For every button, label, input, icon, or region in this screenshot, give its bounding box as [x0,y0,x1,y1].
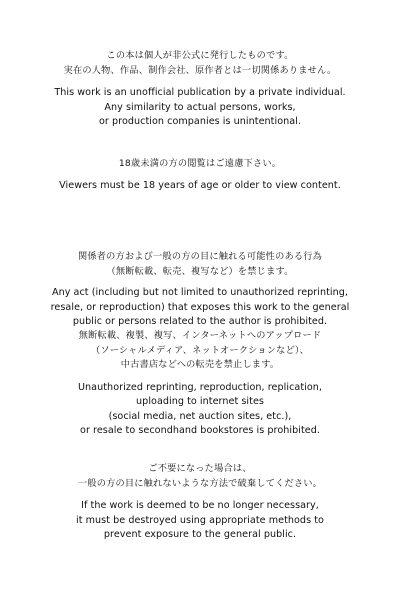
notice-en-line: (social media, net auction sites, etc.), [108,410,292,422]
notice-jp-line: （無断転載、転売、複写など）を禁じます。 [106,265,294,277]
spacer [0,172,400,179]
notice-jp-line: 実在の人物、作品、制作会社、原作者とは一切関係ありません。 [63,64,337,76]
notice-en-line: Any act (including but not limited to unauthorized reprinting, [51,287,349,298]
exposure-prohibition-notice [0,250,400,330]
notice-en-line: resale, or reproduction) that exposes this work to the general [50,301,350,313]
unofficial-publication-notice [0,49,400,130]
disposal-notice [0,462,400,543]
spacer [0,491,400,499]
notice-jp-line: 中古書店などへの転売を禁止します。 [120,359,280,370]
notice-en-line: public or persons related to the author is prohibited. [72,316,328,327]
notice-en-line: If the work is deemed to be no longer necessary, [81,500,319,511]
notice-jp-line: （ソーシャルメディア、ネットオークションなど）、 [90,344,310,356]
spacer [0,78,400,86]
notice-en-line: or resale to secondhand bookstores is prohibited. [80,425,320,436]
notice-jp-line: この本は個人が非公式に発行したものです。 [106,50,294,61]
notice-jp-line: ご不要になった場合は、 [148,463,252,474]
notice-jp-line: 無断転載、複製、複写、インターネットへのアップロード [78,330,322,341]
notice-jp-line: 18歳未満の方の閲覧はご遠慮下さい。 [118,158,282,169]
notice-en-line: prevent exposure to the general public. [103,529,297,540]
notice-jp-line: 一般の方の目に触れないような方法で破棄してください。 [77,477,323,489]
notice-en-line: it must be destroyed using appropriate methods to [76,514,324,526]
notice-en-line: or production companies is unintentional. [99,116,301,127]
notice-en-line: Any similarity to actual persons, works, [104,101,296,113]
spacer [0,373,400,381]
notice-en-line: This work is an unofficial publication by a private individual. [54,87,346,98]
spacer [0,279,400,286]
reproduction-prohibition-notice [0,329,400,439]
notice-en-line: Unauthorized reprinting, reproduction, replication, [77,381,322,393]
notice-en-line: Viewers must be 18 years of age or older to view content. [59,179,341,191]
age-restriction-notice [0,157,400,193]
notice-jp-line: 関係者の方および一般の方の目に触れる可能性のある行為 [77,251,323,262]
notice-en-line: uploading to internet sites [136,396,264,407]
